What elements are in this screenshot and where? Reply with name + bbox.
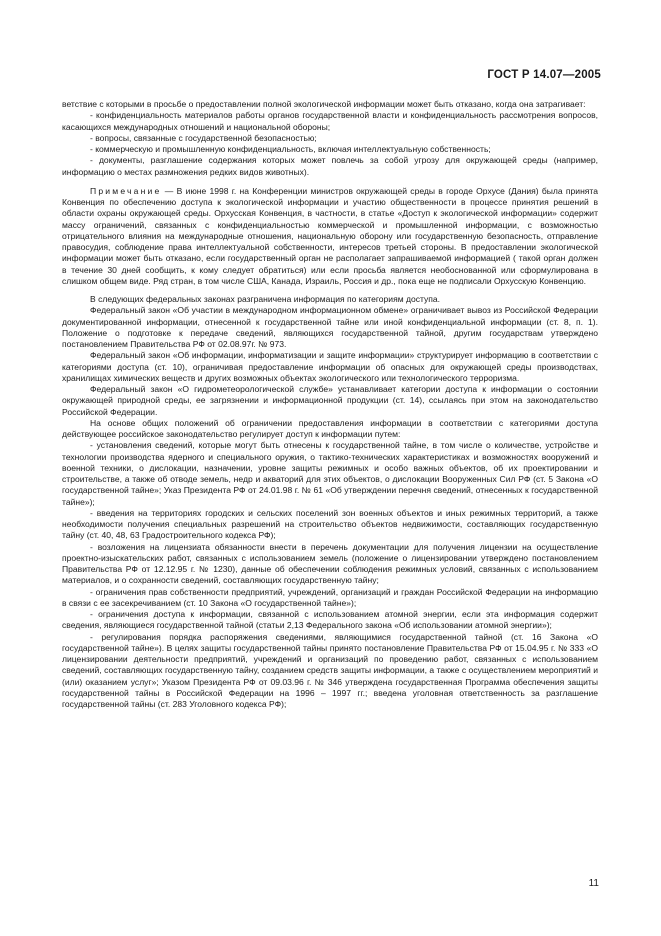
list-item: - вопросы, связанные с государственной безопасностью;: [90, 132, 317, 143]
note-label: Примечание: [90, 185, 162, 196]
list-item: - документы, разглашение содержания которых может повлечь за собой угрозу для окружающей среды (например, информацию о местах размножения редких видов животных).: [62, 155, 598, 177]
list-item: - ограничения прав собственности предприятий, учреждений, организаций и граждан Российской Федерации на информацию в связи с ее засекречиванием (ст. 10 Закона «О государственной тайне»);: [62, 586, 598, 608]
list-item: - установления сведений, которые могут быть отнесены к государственной тайне, в том числе о количестве, устройстве и технологии производства ядерного и специального оружия, о тактико-технических характеристиках и возможностях вооружений и военной техники, о дислокации, назначении, уровне защиты режимных и особо важных объектов, об их проектировании и строительстве, а также об отводе земель, недр и акваторий для этих объектов, о дислокации Вооруженных Сил РФ (ст. 5 Закона «О государственной тайне»; Указ Президента РФ от 24.01.98 г. № 61 «Об утверждении перечня сведений, отнесенных к государственной тайне»);: [62, 440, 598, 507]
list-item: - введения на территориях городских и сельских поселений зон военных объектов и иных режимных территорий, а также необходимости получения специальных разрешений на строительство объектов недвижимости, составляющих государственную тайну (ст. 40, 48, 63 Градостроительного кодекса РФ);: [62, 507, 598, 541]
paragraph: Федеральный закон «Об участии в международном информационном обмене» ограничивает вывоз из Российской Федерации документированной информации, отнесенной к государственной тайне или иной конфиденциальной информации (ст. 8, п. 1). Положение о подготовке к передаче сведений, являющихся государственной тайной, другим государствам утверждено постановлением Правительства РФ от 02.08.97г. № 973.: [62, 305, 598, 349]
list-item: - ограничения доступа к информации, связанной с использованием атомной энергии, если эта информация содержит сведения, являющиеся государственной тайной (статьи 2,13 Федерального закона «Об использовании атомной энергии»);: [62, 609, 598, 631]
page-number: 11: [588, 878, 599, 889]
list-item: - регулирования порядка распоряжения сведениями, являющимися государственной тайной (ст. 16 Закона «О государственной тайне»). В целях защиты государственной тайны принято постановление Правительства РФ от 15.04.95 г. № 333 «О лицензировании деятельности предприятий, учреждений и организаций по проведению работ, связанных с использованием сведений, составляющих государственную тайну, созданием средств защиты информации, а также с осуществлением мероприятий и (или) оказанием услуг»; Указом Президента РФ от 09.03.96 г. № 346 утверждена государственная Программа обеспечения защиты государственной тайны в Российской Федерации на 1996 – 1997 гг.; введена уголовная ответственность за разглашение государственной тайны (ст. 283 Уголовного кодекса РФ);: [62, 631, 598, 709]
note-text: — В июне 1998 г. на Конференции министров окружающей среды в городе Орхусе (Дания) была принята Конвенция по обеспечению доступа к экологической информации и участию общественности в процессе принятия решений в области охраны окружающей среды. Орхусская Конвенция, в частности, в статье «Доступ к экологической информации» содержит массу ограничений, связанных с конфиденциальностью коммерческой и промышленной информации, с возможностью отрицательного влияния на международные отношения, национальную оборону или государственную безопасность, отправление правосудия, соблюдение права интеллектуальной собственности, интересов третьей стороны. В предоставлении экологической информации может быть отказано, если государственный орган не располагает запрашиваемой информацией ( такой орган должен в течение 30 дней сообщить, к кому следует обратиться) или если просьба является необоснованной или сформулирована в слишком общем виде. Ряд стран, в том числе США, Канада, Израиль, Россия и др., пока еще не подписали Орхусскую Конвенцию.: [62, 185, 598, 286]
paragraph: Федеральный закон «О гидрометеорологической службе» устанавливает категории доступа к информации о состоянии окружающей природной среды, ее загрязнении и информационной продукции (ст. 14), ссылаясь при этом на законодательство Российской Федерации.: [62, 384, 598, 417]
list-item: - коммерческую и промышленную конфиденциальность, включая интеллектуальную собственность;: [90, 144, 491, 154]
list-item: - конфиденциальность материалов работы органов государственной власти и конфиденциальность рассмотрения вопросов, касающихся международных отношений и национальной обороны;: [62, 110, 598, 132]
list-item: - возложения на лицензиата обязанности внести в перечень документации для получения лицензии на осуществление проектно-изыскательских работ, связанных с использованием земель (положение о лицензировании утверждено постановлением Правительства РФ от 12.12.95 г. № 1230), данные об обеспечении соблюдения режимных условий, связанных с использованием материалов, и о сохранности сведений, составляющих государственную тайну;: [62, 541, 598, 586]
paragraph: В следующих федеральных законах разграничена информация по категориям доступа.: [90, 294, 441, 304]
note-paragraph: [62, 186, 598, 287]
paragraph-continuation: ветствие с которыми в просьбе о предоставлении полной экологической информации может быть отказано, когда она затрагивает:: [62, 99, 586, 109]
standard-code: ГОСТ Р 14.07—2005: [487, 69, 601, 81]
paragraph: На основе общих положений об ограничении предоставления информации в соответствии с категориями доступа действующее российское законодательство регулирует доступ к информации путем:: [62, 417, 598, 439]
paragraph: Федеральный закон «Об информации, информатизации и защите информации» структурирует информацию в соответствии с категориями доступа (ст. 10), ограничивая предоставление информации об опасных для окружающей среды производствах, хранилищах химических веществ и других возможных объектах экологического или технологического терроризма.: [62, 350, 598, 383]
document-body: [62, 99, 598, 710]
